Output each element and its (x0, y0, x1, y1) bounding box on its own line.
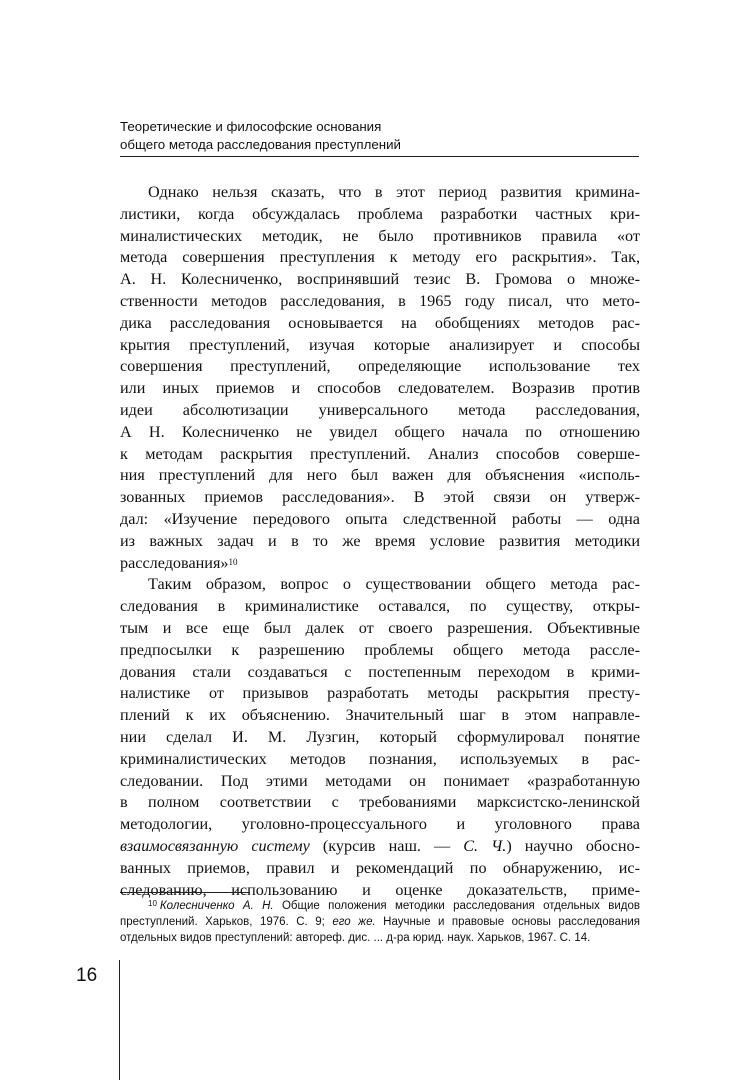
text-line: дования стали создаваться с постепенным переходом в крими- (120, 662, 640, 681)
footnote-line: отдельных видов преступлений: автореф. дис. ... д-ра юрид. наук. Харьков, 1967. С. 14. (120, 932, 591, 944)
footnote-line (120, 898, 640, 914)
text-line: ванных приемов, правил и рекомендаций по обнаружению, ис- (120, 858, 640, 877)
page-number-rule (119, 960, 120, 1080)
text-line: из важных задач и в то же время условие развития методики (120, 531, 640, 550)
page-number: 16 (76, 965, 98, 986)
footnote-reference[interactable]: 10 (228, 556, 238, 567)
text-line: Однако нельзя сказать, что в этот период развития кримина- (148, 183, 640, 201)
footnote (120, 898, 640, 946)
main-text (120, 182, 640, 901)
text-line: ния преступлений для него был важен для объяснения «исполь- (120, 466, 640, 485)
footnote-number: 10 (148, 899, 157, 908)
text-line-italic (120, 836, 640, 858)
text-line: А. Н. Колесниченко, воспринявший тезис В. Громова о множе- (120, 270, 640, 289)
text-line: к методам раскрытия преступлений. Анализ способов соверше- (120, 444, 640, 463)
header-divider (120, 156, 639, 157)
footnote-line (120, 914, 640, 930)
text-line: А Н. Колесниченко не увидел общего начала по отношению (120, 422, 640, 441)
footnote-text: Общие положения методики расследования отдельных видов (273, 900, 641, 912)
text-line: тым и все еще был далек от своего разрешения. Объективные (120, 618, 640, 637)
running-head-line-2: общего метода расследования преступлений (120, 137, 401, 152)
footnote-divider (120, 892, 250, 893)
text-line: налистике от призывов разработать методы раскрытия престу- (120, 684, 640, 703)
footnote-text: Научные и правовые основы расследования (375, 916, 640, 928)
text-line: нии сделал И. М. Лузгин, который сформулировал понятие (120, 727, 640, 746)
text-line: крытия преступлений, изучая которые анализирует и способы (120, 335, 640, 354)
paragraph-end-text: расследования» (120, 553, 229, 572)
text-line: Таким образом, вопрос о существовании общего метода рас- (148, 575, 640, 594)
text-line: следовании. Под этими методами он понимает «разработанную (120, 771, 640, 790)
text-line: зованных приемов расследования». В этой связи он утверж- (120, 488, 640, 507)
footnote-author-ref: его же. (332, 916, 376, 928)
inline-text: (курсив наш. — (309, 836, 464, 855)
text-line: или иных приемов и способов следователем. Возразив против (120, 379, 640, 398)
text-line: криминалистических методов познания, используемых в рас- (120, 749, 640, 768)
running-head-line-1: Теоретические и философские основания (120, 119, 382, 134)
text-line: идеи абсолютизации универсального метода расследования, (120, 400, 640, 419)
italic-initials: С. Ч. (463, 836, 507, 855)
text-line: предпосылки к разрешению проблемы общего метода рассле- (120, 640, 640, 659)
text-line: в полном соответствии с требованиями марксистско-ленинской (120, 793, 640, 812)
inline-text: ) научно обосно- (506, 836, 640, 855)
text-line: ственности методов расследования, в 1965 году писал, что мето- (120, 291, 640, 310)
text-line-last (120, 553, 640, 575)
text-line: дал: «Изучение передового опыта следственной работы — одна (120, 509, 640, 528)
running-head (120, 118, 640, 154)
italic-phrase: взаимосвязанную систему (120, 836, 310, 855)
text-line: дика расследования основывается на обобщениях методов рас- (120, 313, 640, 332)
footnote-text: преступлений. Харьков, 1976. С. 9; (120, 916, 333, 928)
text-line: методологии, уголовно-процессуального и уголовного права (120, 815, 640, 834)
text-line: метода совершения преступления к методу его раскрытия». Так, (120, 248, 640, 267)
text-line: плений к их объяснению. Значительный шаг в этом направле- (120, 706, 640, 725)
text-line: следования в криминалистике оставался, по существу, откры- (120, 597, 640, 616)
footnote-author: Колесниченко А. Н. (159, 900, 274, 912)
text-line: следованию, использованию и оценке доказательств, приме- (120, 880, 640, 899)
text-line: листики, когда обсуждалась проблема разработки частных кри- (120, 204, 640, 223)
text-line: миналистических методик, не было противников правила «от (120, 226, 640, 245)
text-line: совершения преступлений, определяющие использование тех (120, 357, 640, 376)
